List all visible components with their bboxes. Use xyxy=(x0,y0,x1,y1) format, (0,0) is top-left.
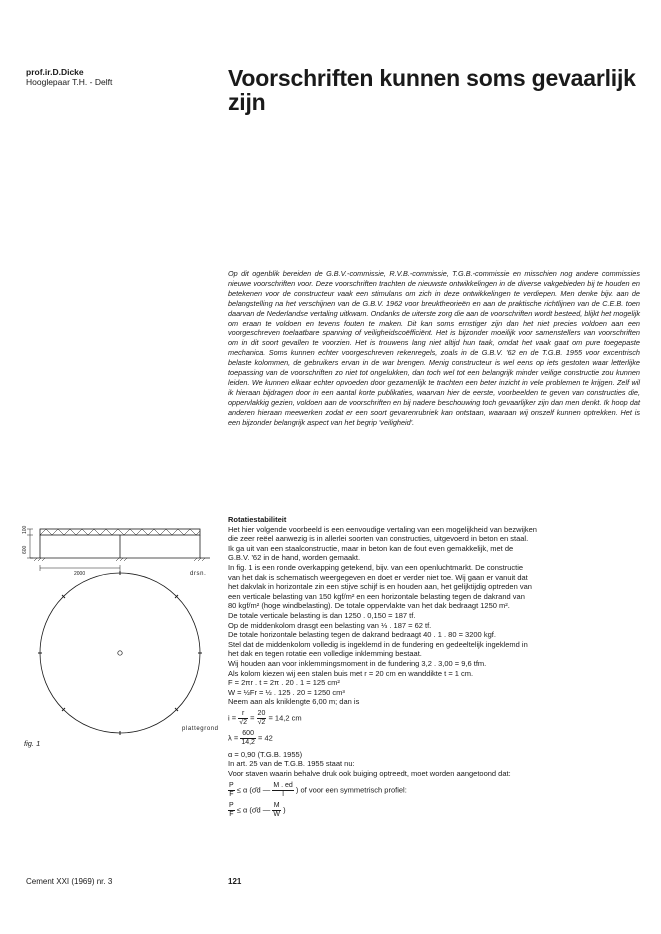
intro-paragraph: Op dit ogenblik bereiden de G.B.V.-commissie, R.V.B.-commissie, T.G.B.-commissie en misschien nog andere commissies nieuwe voorschriften voor. Deze voorschriften trachten de nieuwste ontwikkelingen in de diverse vakgebieden bij te houden en betekenen voor de constructeur vaak een stimulans om zich in deze ontwikkelingen te verdiepen. Men denke bijv. aan de belangstelling na het verschijnen van de G.B.V. 1962 voor breuktheorieën en aan de praktische richtlijnen van de C.E.B. toen daarvan de Nederlandse vertaling uitkwam. Ondanks de uiterste zorg die aan de voorschriften wordt besteed, blijkt het mogelijk om eraan te voldoen en tevens fouten te maken. Dit kan soms ernstiger zijn dan het niet precies voldoen aan een voorgeschreven toelaatbare spanning of veiligheidscoëfficiënt. Het is bijzonder moeilijk voor samenstellers van voorschriften om in dit soort gevallen te voorzien. Het is trouwens lang niet altijd hun taak, omdat het vaak gaat om pure toegepaste mechanica. Soms kunnen echter voorgeschreven rekenregels, zoals in de G.B.V. '62 en de T.G.B. 1955 voor excentrisch belaste kolommen, de gebruikers ervan in de war brengen. Menig constructeur is wel eens op iets gestoten waar letterlijke toepassing van de voorschriften zo niet tot ongelukken, dan toch wel tot een belangrijk minder veilige constructie zou kunnen leiden. We kunnen elkaar echter opvoeden door gezamenlijk te trachten een beter inzicht in vele problemen te krijgen. Zelf wil ik hieraan bijdragen door in een aantal korte publikaties, waarvan hier de eerste, voorbeelden te geven van constructies die, oppervlakkig gezien, voldoen aan de voorschriften en bij nadere beschouwing toch gevaarlijker zijn dan men denkt. Ik hoop dat anderen hieraan meewerken zodat er een soort gevarenrubriek kan ontstaan, waaraan wij onszelf kunnen optrekken. Het is een bijzonder belangrijk aspect van het begrip 'veiligheid'. xyxy=(228,269,640,427)
body-line: In art. 25 van de T.G.B. 1955 staat nu: xyxy=(228,759,355,769)
dim-height2-label: 100 xyxy=(22,525,28,534)
denominator: √2 xyxy=(257,718,266,726)
equation-alpha: α = 0,90 (T.G.B. 1955) xyxy=(228,749,303,759)
truss-diagonals xyxy=(40,529,200,535)
body-line: W = ½Fr = ½ . 125 . 20 = 1250 cm³ xyxy=(228,687,345,697)
fraction xyxy=(228,802,235,819)
body-line: 80 kgf/m² (hoge windbelasting). De totale oppervlakte van het dak bedraagt 1250 m². xyxy=(228,601,510,611)
fraction xyxy=(228,782,235,799)
author-name: prof.ir.D.Dicke xyxy=(26,67,84,77)
numerator: r xyxy=(238,710,248,719)
fraction xyxy=(238,710,248,727)
body-line: het dakvlak in horizontale zin een stijve schijf is en houden aan, het gelijktijdig optreden van xyxy=(228,582,532,592)
roof-truss xyxy=(40,529,200,535)
figure-1-drawing xyxy=(20,520,220,735)
numerator: P xyxy=(229,781,234,789)
plan-label: plattegrond xyxy=(182,726,219,732)
fraction xyxy=(257,710,267,727)
body-line: Wij houden aan voor inklemmingsmoment in de fundering 3,2 . 3,00 = 9,6 tfm. xyxy=(228,658,487,668)
eq-lambda-rhs: = 42 xyxy=(258,733,273,743)
eq2-tail: ) xyxy=(283,805,286,815)
body-line: G.B.V. '62 in de hand, worden gemaakt. xyxy=(228,553,361,563)
fraction xyxy=(240,730,256,747)
body-line: van het dak is schematisch weergegeven en doet er verder niet toe. Wij gaan er vanuit dat xyxy=(228,572,528,582)
middle-column-mark xyxy=(118,651,122,655)
numerator: M xyxy=(273,801,280,809)
numerator: M . ed xyxy=(273,781,293,789)
body-line: In fig. 1 is een ronde overkapping getekend, bijv. van een openluchtmarkt. De constructie xyxy=(228,562,524,572)
eq1-mid: ≤ α (σ̄d — xyxy=(236,785,271,795)
figure-caption: fig. 1 xyxy=(24,739,41,748)
body-line: Het hier volgende voorbeeld is een eenvoudige vertaling van een mogelijkheid van bezwijken xyxy=(228,524,537,534)
denominator: 14,2 xyxy=(241,738,255,746)
author-affiliation: Hooglераar T.H. - Delft xyxy=(26,77,113,87)
body-line: een verticale belasting van 150 kgf/m² en een horizontale belasting tegen de dakrand van xyxy=(228,591,525,601)
body-line: De totale horizontale belasting tegen de dakrand bedraagt 40 . 1 . 80 = 3200 kgf. xyxy=(228,630,496,640)
denominator: √2 xyxy=(239,718,247,726)
body-line: het dak en tegen rotatie een volledige inklemming bestaat. xyxy=(228,649,422,659)
body-line: Stel dat de middenkolom volledig is ingeklemd in de fundering en gedeeltelijk ingeklemd in xyxy=(228,639,528,649)
dim-height-label: 600 xyxy=(22,545,28,554)
denominator: I xyxy=(282,790,285,798)
denominator: F xyxy=(229,790,234,798)
denominator: W xyxy=(273,810,280,818)
body-line: F = 2πr . t = 2π . 20 . 1 = 125 cm² xyxy=(228,678,340,688)
author-block xyxy=(26,67,112,87)
journal-footer: Cement XXI (1969) nr. 3 xyxy=(26,877,113,886)
equation-lambda xyxy=(228,730,640,747)
body-line: De totale verticale belasting is dan 1250 . 0,150 = 187 tf. xyxy=(228,610,416,620)
body-line: Ik ga uit van een staalconstructie, maar in beton kan de fout even gemakkelijk, met de xyxy=(228,543,514,553)
equation-1 xyxy=(228,782,640,799)
numerator: 20 xyxy=(257,709,266,717)
eq1-tail: ) of voor een symmetrisch profiel: xyxy=(295,785,407,795)
fraction xyxy=(272,782,293,799)
numerator: P xyxy=(229,801,234,809)
perimeter-columns xyxy=(38,571,202,735)
numerator: 600 xyxy=(242,729,254,737)
section-label: drsn. xyxy=(190,571,207,577)
page-number: 121 xyxy=(228,877,242,886)
fraction xyxy=(272,802,281,819)
section-drawing xyxy=(27,529,210,571)
ground-hatching xyxy=(34,558,205,561)
eq-i-lhs: i = xyxy=(228,713,237,723)
eq-i-rhs: = 14,2 cm xyxy=(268,713,302,723)
body-line: die zeer reëel aanwezig is in allerlei soorten van constructies, uitgevoerd in beton en staal. xyxy=(228,534,529,544)
plan-drawing xyxy=(38,571,202,735)
body-line: Voor staven waarin behalve druk ook buiging optreedt, moet worden aangetoond dat: xyxy=(228,769,511,779)
eq2-mid: ≤ α (σ̄d — xyxy=(236,805,271,815)
body-line: Op de middenkolom drasgt een belasting van ⅓ . 187 = 62 tf. xyxy=(228,620,432,630)
section-heading: Rotatiestabiliteit xyxy=(228,515,287,524)
dim-width-label: 2000 xyxy=(74,571,86,577)
section-rotatiestabiliteit xyxy=(228,515,640,822)
eq-lambda-lhs: λ = xyxy=(228,733,239,743)
body-line: Als kolom kiezen wij een stalen buis met r = 20 cm en wanddikte t = 1 cm. xyxy=(228,668,474,678)
denominator: F xyxy=(229,810,234,818)
equation-2 xyxy=(228,802,640,819)
article-title: Voorschriften kunnen soms gevaarlijk zijn xyxy=(228,65,636,115)
body-line: Neem aan als kniklengte 6,00 m; dan is xyxy=(228,697,360,707)
equation-i: i = $\frac{r}{√2}$ = $\frac{20}{√2}$ = 14,2 cm xyxy=(228,709,302,726)
